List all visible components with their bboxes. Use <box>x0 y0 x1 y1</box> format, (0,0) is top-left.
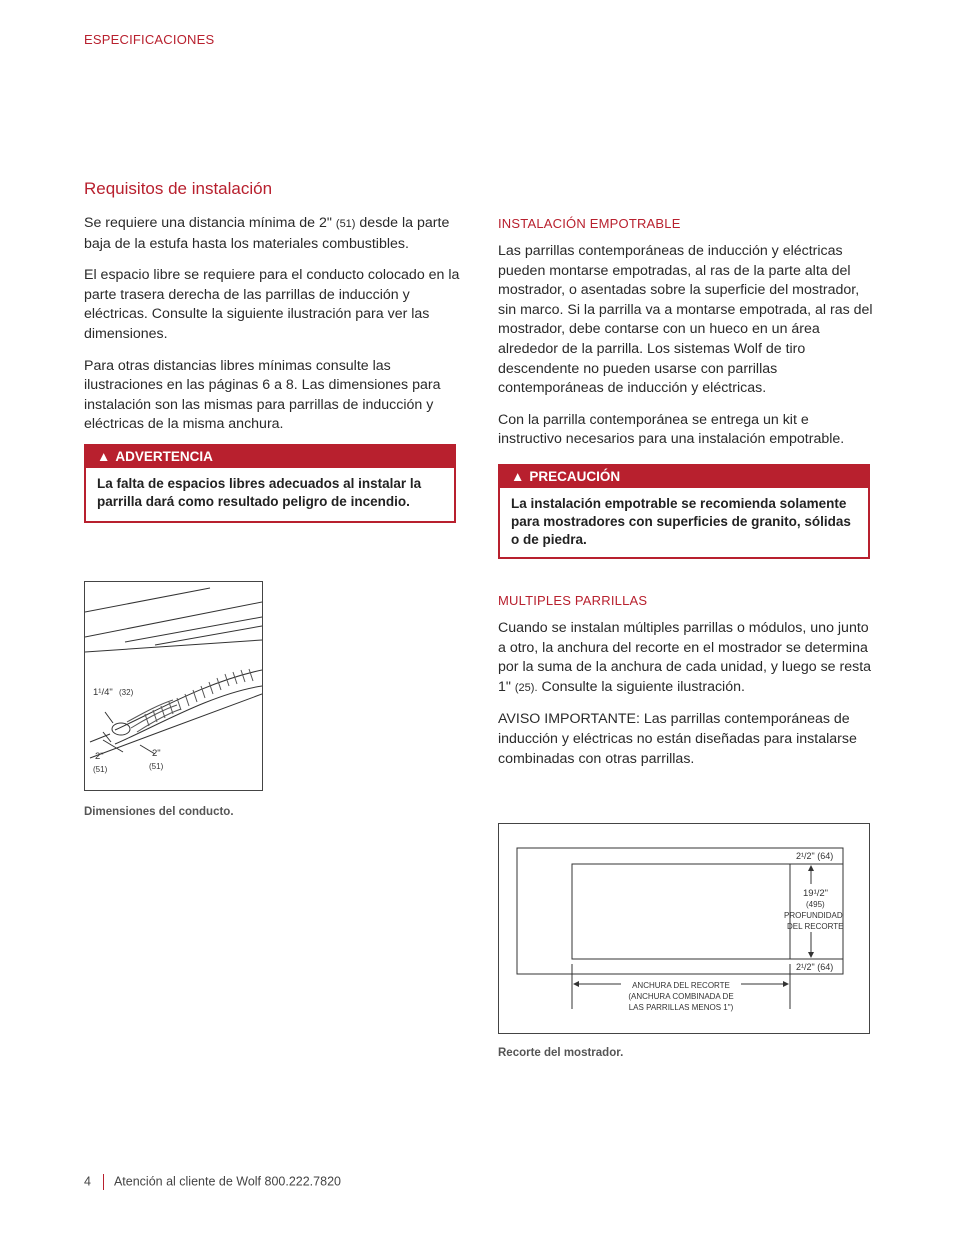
footer-divider <box>103 1174 104 1190</box>
duct-diagram <box>85 582 262 790</box>
left-column <box>84 214 460 447</box>
subhead-flush-install: INSTALACIÓN EMPOTRABLE <box>498 216 681 231</box>
cutout-bottom-margin: 2¹/2" (64) <box>796 962 834 972</box>
cutout-width-label-2: (ANCHURA COMBINADA DE <box>628 992 734 1001</box>
warning-header: ▲ ADVERTENCIA <box>86 446 454 468</box>
paragraph-important-notice: AVISO IMPORTANTE: Las parrillas contemporáneas de inducción y eléctricas no están diseñadas para instalarse combinadas con otras parrillas. <box>498 711 857 767</box>
cutout-depth-label-2: DEL RECORTE <box>787 922 844 931</box>
duct-label-quarter-mm: (32) <box>119 688 134 697</box>
cutout-depth: 19¹/2" <box>803 888 829 899</box>
duct-label-2a-mm: (51) <box>93 765 108 774</box>
duct-label-quarter: 1¹/4" <box>93 687 113 698</box>
right-column-top <box>498 242 874 462</box>
paragraph-kit: Con la parrilla contemporánea se entrega un kit e instructivo necesarios para una instalación empotrable. <box>498 411 845 448</box>
cutout-depth-mm: (495) <box>806 900 825 909</box>
subhead-multiple-cooktops: MULTIPLES PARRILLAS <box>498 593 648 608</box>
duct-label-2b: 2" <box>152 748 161 759</box>
caution-box <box>498 464 870 559</box>
warning-text: La falta de espacios libres adecuados al instalar la parrilla dará como resultado peligro de incendio. <box>97 476 422 509</box>
cutout-figure <box>498 823 870 1034</box>
cutout-figure-caption: Recorte del mostrador. <box>498 1047 624 1059</box>
paragraph-flush-mount: Las parrillas contemporáneas de inducción y eléctricas pueden montarse empotradas, al ras de la parte alta del mostrador, o asentadas sobre la superficie del mostrador, sin marco. Si la parrilla va a montarse empotrada, al ras del mostrador, debe contarse con un hueco en un área alrededor de la parrilla. Los sistemas Wolf de tiro descendente no pueden usarse con parrillas contemporáneas de inducción y eléctricas. <box>498 243 873 397</box>
paragraph-clearance: Se requiere una distancia mínima de 2" (51) desde la parte baja de la estufa hasta los materiales combustibles. <box>84 215 450 252</box>
page-title: Requisitos de instalación <box>84 179 273 198</box>
right-column-bottom <box>498 619 874 781</box>
cutout-depth-label-1: PROFUNDIDAD <box>784 911 843 920</box>
warning-icon: ▲ <box>511 469 525 484</box>
cutout-diagram <box>499 824 869 1033</box>
duct-figure-caption: Dimensiones del conducto. <box>84 806 234 818</box>
cutout-width-label-3: LAS PARRILLAS MENOS 1") <box>628 1003 734 1012</box>
section-header: ESPECIFICACIONES <box>84 32 215 47</box>
paragraph-multiple: Cuando se instalan múltiples parrillas o módulos, uno junto a otro, la anchura del recorte en el mostrador se determina por la suma de la anchura de cada unidad, y luego se resta 1" (25). Consulte la siguiente ilustración. <box>498 620 872 695</box>
caution-text: La instalación empotrable se recomienda solamente para mostradores con superficies de granito, sólidas o de piedra. <box>511 496 851 547</box>
warning-box <box>84 444 456 523</box>
duct-label-2a: 2" <box>95 751 104 762</box>
footer-contact: Atención al cliente de Wolf 800.222.7820 <box>113 1174 341 1189</box>
paragraph-other-clearances: Para otras distancias libres mínimas consulte las ilustraciones en las páginas 6 a 8. Las dimensiones para instalación son las mismas para parrillas de inducción y eléctricas de la misma anchura. <box>84 357 441 433</box>
cutout-top-margin: 2¹/2" (64) <box>796 851 834 861</box>
footer <box>84 1174 341 1190</box>
cutout-width-label-1: ANCHURA DEL RECORTE <box>632 981 730 990</box>
warning-icon: ▲ <box>97 449 111 464</box>
duct-label-2b-mm: (51) <box>149 762 164 771</box>
page-number: 4 <box>84 1174 91 1189</box>
paragraph-duct-space: El espacio libre se requiere para el conducto colocado en la parte trasera derecha de las parrillas de inducción y eléctricas. Consulte la siguiente ilustración para ver las dimensiones. <box>84 267 460 342</box>
caution-header: ▲ PRECAUCIÓN <box>500 466 868 488</box>
duct-figure <box>84 581 263 791</box>
